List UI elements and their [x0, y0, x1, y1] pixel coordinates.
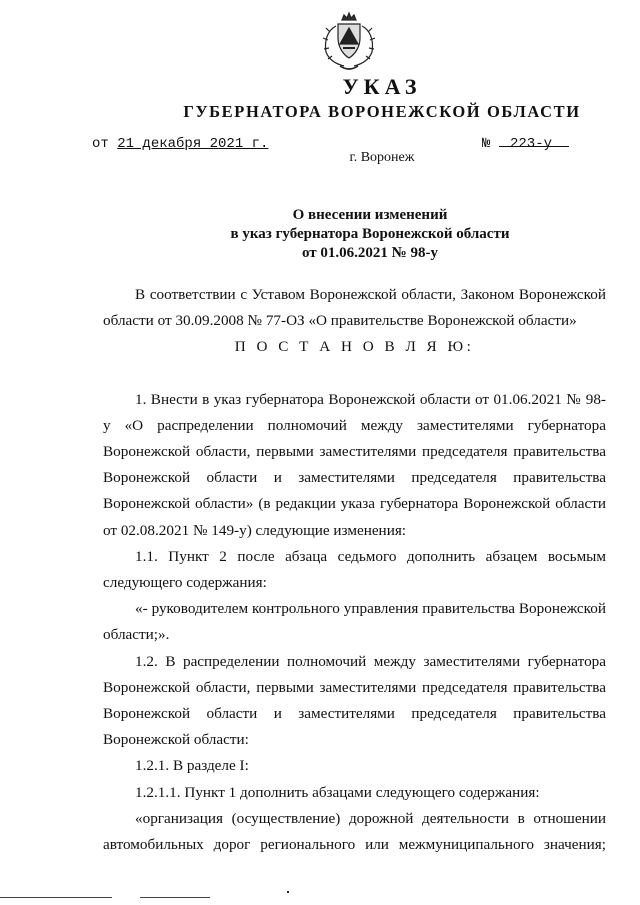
paragraph-last: «организация (осуществление) дорожной деятельности в отношении автомобильных дорог регионального или межмуниципального значения; — [103, 809, 606, 854]
paragraph-1: 1. Внести в указ губернатора Воронежской области от 01.06.2021 № 98-у «О распределении полномочий между заместителями губернатора Воронежской области, первыми заместителями председателя правительства Воронежской области и заместителями председателя правительства Воронежской области» (в редакции указа губернатора Воронежской области от 02.08.2021 № 149-у) следующие изменения: — [103, 390, 606, 539]
date-prefix: от — [92, 136, 109, 152]
preamble-paragraph: В соответствии с Уставом Воронежской области, Законом Воронежской области от 30.09.2008 № 77-ОЗ «О правительстве Воронежской области» — [103, 286, 606, 330]
page-mark — [287, 891, 289, 893]
coat-of-arms-icon — [318, 10, 380, 74]
document-body — [103, 282, 606, 858]
footer-rule-2 — [140, 897, 210, 898]
paragraph-1-2-1-1: 1.2.1.1. Пункт 1 дополнить абзацами следующего содержания: — [135, 783, 540, 801]
issuer-title: ГУБЕРНАТОРА ВОРОНЕЖСКОЙ ОБЛАСТИ — [183, 102, 581, 121]
paragraph-1-2-1: 1.2.1. В разделе I: — [135, 757, 249, 775]
number-prefix: № — [482, 136, 491, 152]
heading-line-2: в указ губернатора Воронежской области — [230, 226, 510, 242]
heading-line-3: от 01.06.2021 № 98-у — [302, 245, 438, 261]
document-heading — [160, 206, 580, 263]
decree-word: П О С Т А Н О В Л Я Ю: — [234, 338, 475, 356]
footer-rule — [0, 897, 112, 898]
paragraph-1-2: 1.2. В распределении полномочий между заместителями губернатора Воронежской области, первыми заместителями председателя правительства Воронежской области и заместителями председателя правительства Воронежской области: — [103, 652, 606, 749]
date-value: 21 декабря 2021 г. — [117, 136, 269, 152]
number-value: 223-у — [510, 136, 553, 152]
document-title: УКАЗ — [342, 74, 422, 99]
paragraph-1-1: 1.1. Пункт 2 после абзаца седьмого дополнить абзацем восьмым следующего содержания: — [103, 547, 606, 592]
paragraph-1-1-quote: «- руководителем контрольного управления правительства Воронежской области;». — [103, 600, 606, 644]
document-city: г. Воронеж — [349, 150, 415, 165]
heading-line-1: О внесении изменений — [292, 207, 448, 223]
